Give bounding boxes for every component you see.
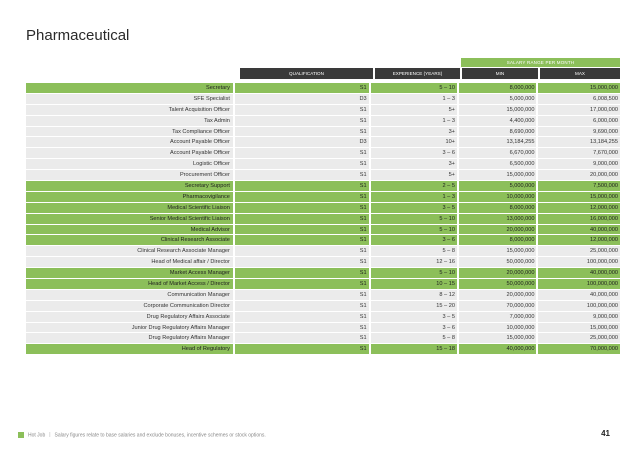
cell-qualification: S1 <box>233 170 369 180</box>
cell-experience: 3 – 6 <box>369 148 457 158</box>
cell-role: Talent Acquisition Officer <box>26 105 233 115</box>
cell-max: 40,000,000 <box>536 290 620 300</box>
cell-max: 7,500,000 <box>536 181 620 191</box>
cell-max: 12,000,000 <box>536 235 620 245</box>
cell-experience: 1 – 3 <box>369 192 457 202</box>
cell-experience: 10+ <box>369 137 457 147</box>
cell-min: 6,500,000 <box>457 159 537 169</box>
cell-min: 20,000,000 <box>457 225 537 235</box>
cell-qualification: S1 <box>233 225 369 235</box>
cell-experience: 15 – 20 <box>369 301 457 311</box>
cell-experience: 1 – 3 <box>369 94 457 104</box>
cell-experience: 15 – 18 <box>369 344 457 354</box>
cell-experience: 5+ <box>369 105 457 115</box>
table-row <box>26 333 620 343</box>
table-row <box>26 257 620 267</box>
cell-role: Procurement Officer <box>26 170 233 180</box>
cell-qualification: S1 <box>233 214 369 224</box>
cell-qualification: S1 <box>233 312 369 322</box>
cell-qualification: S1 <box>233 290 369 300</box>
table-row <box>26 137 620 147</box>
cell-min: 15,000,000 <box>457 333 537 343</box>
table-row <box>26 344 620 354</box>
cell-experience: 5 – 10 <box>369 268 457 278</box>
cell-role: Communication Manager <box>26 290 233 300</box>
cell-qualification: S1 <box>233 203 369 213</box>
cell-max: 7,670,000 <box>536 148 620 158</box>
cell-qualification: S1 <box>233 192 369 202</box>
header-experience: EXPERIENCE (YEARS) <box>375 68 460 79</box>
table-row <box>26 225 620 235</box>
page-title: Pharmaceutical <box>26 27 130 44</box>
table-row <box>26 170 620 180</box>
header-qualification: QUALIFICATION <box>240 68 373 79</box>
cell-role: Secretary Support <box>26 181 233 191</box>
cell-qualification: S1 <box>233 105 369 115</box>
cell-max: 40,000,000 <box>536 225 620 235</box>
cell-role: Head of Medical affair / Director <box>26 257 233 267</box>
cell-qualification: S1 <box>233 246 369 256</box>
cell-qualification: S1 <box>233 344 369 354</box>
cell-qualification: S1 <box>233 127 369 137</box>
table-row <box>26 127 620 137</box>
cell-role: Drug Regulatory Affairs Manager <box>26 333 233 343</box>
cell-min: 50,000,000 <box>457 257 537 267</box>
cell-experience: 1 – 3 <box>369 116 457 126</box>
cell-experience: 5+ <box>369 170 457 180</box>
cell-experience: 8 – 12 <box>369 290 457 300</box>
table-row <box>26 192 620 202</box>
cell-max: 6,000,000 <box>536 116 620 126</box>
cell-qualification: S1 <box>233 181 369 191</box>
table-row <box>26 181 620 191</box>
cell-max: 100,000,000 <box>536 279 620 289</box>
cell-qualification: S1 <box>233 83 369 93</box>
cell-role: Head of Market Access / Director <box>26 279 233 289</box>
cell-role: Medical Advisor <box>26 225 233 235</box>
cell-min: 10,000,000 <box>457 323 537 333</box>
cell-max: 25,000,000 <box>536 333 620 343</box>
cell-qualification: D3 <box>233 94 369 104</box>
cell-role: Tax Compliance Officer <box>26 127 233 137</box>
table-row <box>26 290 620 300</box>
cell-min: 13,184,255 <box>457 137 537 147</box>
table-row <box>26 235 620 245</box>
cell-max: 13,184,255 <box>536 137 620 147</box>
cell-qualification: S1 <box>233 301 369 311</box>
cell-qualification: S1 <box>233 148 369 158</box>
cell-max: 100,000,000 <box>536 301 620 311</box>
cell-min: 8,690,000 <box>457 127 537 137</box>
cell-role: Clinical Research Associate Manager <box>26 246 233 256</box>
cell-role: SFE Specialist <box>26 94 233 104</box>
cell-experience: 12 – 16 <box>369 257 457 267</box>
cell-min: 20,000,000 <box>457 268 537 278</box>
cell-experience: 3 – 5 <box>369 312 457 322</box>
cell-role: Drug Regulatory Affairs Associate <box>26 312 233 322</box>
cell-role: Account Payable Officer <box>26 137 233 147</box>
table-row <box>26 148 620 158</box>
cell-min: 50,000,000 <box>457 279 537 289</box>
cell-min: 13,000,000 <box>457 214 537 224</box>
cell-max: 12,000,000 <box>536 203 620 213</box>
cell-qualification: S1 <box>233 159 369 169</box>
cell-experience: 3 – 6 <box>369 235 457 245</box>
cell-min: 10,000,000 <box>457 192 537 202</box>
table-header <box>240 68 620 79</box>
header-max: MAX <box>540 68 620 79</box>
cell-min: 5,000,000 <box>457 94 537 104</box>
cell-min: 5,000,000 <box>457 181 537 191</box>
cell-qualification: S1 <box>233 279 369 289</box>
table-row <box>26 159 620 169</box>
footer-separator: | <box>49 432 51 439</box>
table-row <box>26 94 620 104</box>
table-row <box>26 312 620 322</box>
cell-min: 15,000,000 <box>457 170 537 180</box>
cell-qualification: S1 <box>233 323 369 333</box>
cell-min: 8,000,000 <box>457 83 537 93</box>
cell-qualification: S1 <box>233 257 369 267</box>
cell-max: 16,000,000 <box>536 214 620 224</box>
cell-role: Market Access Manager <box>26 268 233 278</box>
cell-role: Senior Medical Scientific Liaison <box>26 214 233 224</box>
salary-table <box>26 82 620 355</box>
cell-min: 8,000,000 <box>457 235 537 245</box>
table-row <box>26 203 620 213</box>
cell-role: Head of Regulatory <box>26 344 233 354</box>
table-row <box>26 214 620 224</box>
table-row <box>26 301 620 311</box>
cell-role: Pharmacovigilance <box>26 192 233 202</box>
cell-max: 15,000,000 <box>536 83 620 93</box>
cell-qualification: S1 <box>233 268 369 278</box>
header-min: MIN <box>462 68 538 79</box>
cell-role: Junior Drug Regulatory Affairs Manager <box>26 323 233 333</box>
cell-qualification: D3 <box>233 137 369 147</box>
cell-qualification: S1 <box>233 333 369 343</box>
cell-max: 9,000,000 <box>536 312 620 322</box>
cell-min: 15,000,000 <box>457 105 537 115</box>
cell-experience: 2 – 5 <box>369 181 457 191</box>
cell-qualification: S1 <box>233 235 369 245</box>
cell-experience: 5 – 8 <box>369 333 457 343</box>
cell-experience: 5 – 10 <box>369 214 457 224</box>
cell-experience: 5 – 8 <box>369 246 457 256</box>
cell-role: Corporate Communication Director <box>26 301 233 311</box>
cell-min: 4,400,000 <box>457 116 537 126</box>
cell-max: 40,000,000 <box>536 268 620 278</box>
cell-max: 100,000,000 <box>536 257 620 267</box>
cell-max: 15,000,000 <box>536 192 620 202</box>
cell-min: 6,670,000 <box>457 148 537 158</box>
page-number: 41 <box>601 429 610 438</box>
cell-max: 20,000,000 <box>536 170 620 180</box>
cell-role: Secretary <box>26 83 233 93</box>
brand-square-icon <box>18 432 24 438</box>
cell-experience: 3 – 5 <box>369 203 457 213</box>
cell-min: 7,000,000 <box>457 312 537 322</box>
cell-min: 8,000,000 <box>457 203 537 213</box>
cell-experience: 3 – 6 <box>369 323 457 333</box>
cell-max: 9,690,000 <box>536 127 620 137</box>
cell-role: Clinical Research Associate <box>26 235 233 245</box>
footer <box>18 432 266 438</box>
cell-role: Logistic Officer <box>26 159 233 169</box>
cell-max: 25,000,000 <box>536 246 620 256</box>
table-row <box>26 246 620 256</box>
cell-max: 70,000,000 <box>536 344 620 354</box>
cell-max: 17,000,000 <box>536 105 620 115</box>
cell-min: 20,000,000 <box>457 290 537 300</box>
cell-min: 70,000,000 <box>457 301 537 311</box>
table-row <box>26 268 620 278</box>
cell-experience: 5 – 10 <box>369 225 457 235</box>
cell-experience: 5 – 10 <box>369 83 457 93</box>
table-row <box>26 323 620 333</box>
table-row <box>26 116 620 126</box>
cell-min: 15,000,000 <box>457 246 537 256</box>
cell-max: 9,000,000 <box>536 159 620 169</box>
salary-range-band: SALARY RANGE PER MONTH <box>461 58 620 67</box>
cell-experience: 3+ <box>369 127 457 137</box>
cell-role: Account Payable Officer <box>26 148 233 158</box>
cell-max: 6,008,500 <box>536 94 620 104</box>
cell-experience: 10 – 15 <box>369 279 457 289</box>
footer-note: Salary figures relate to base salaries and exclude bonuses, incentive schemes or stock options. <box>54 432 266 439</box>
cell-min: 40,000,000 <box>457 344 537 354</box>
table-row <box>26 279 620 289</box>
table-row <box>26 83 620 93</box>
cell-role: Medical Scientific Liaison <box>26 203 233 213</box>
cell-role: Tax Admin <box>26 116 233 126</box>
cell-max: 15,000,000 <box>536 323 620 333</box>
cell-qualification: S1 <box>233 116 369 126</box>
table-row <box>26 105 620 115</box>
footer-brand: Hot Job <box>28 432 46 439</box>
cell-experience: 3+ <box>369 159 457 169</box>
